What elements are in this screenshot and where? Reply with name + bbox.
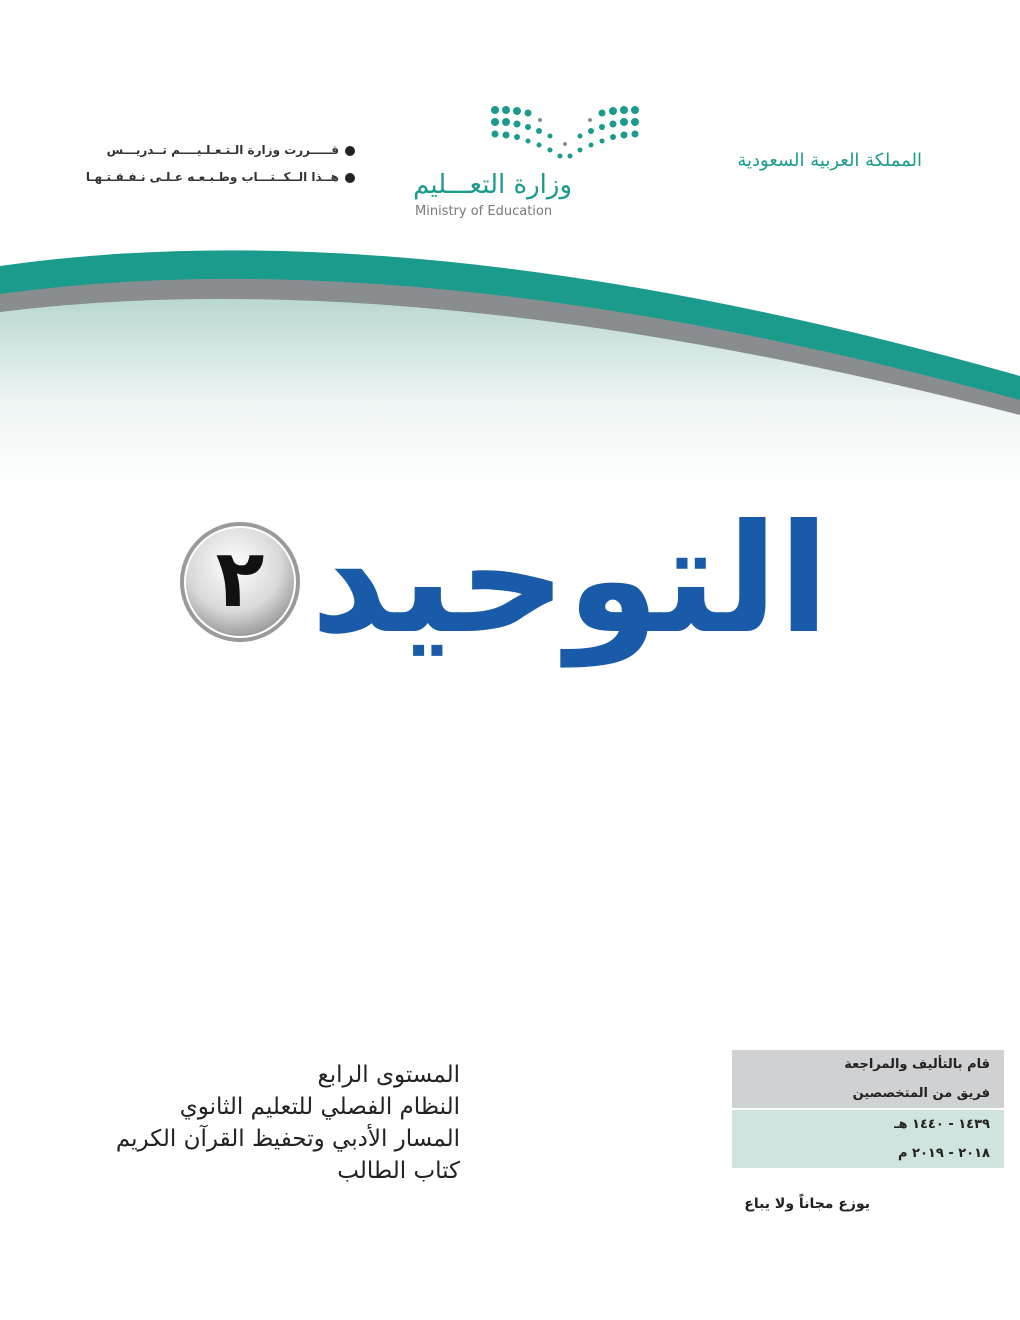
bullet-dot-icon — [345, 173, 355, 183]
system-label: النظام الفصلي للتعليم الثانوي — [179, 1094, 460, 1120]
authors-box — [732, 1050, 1004, 1168]
book-title: التوحيد — [310, 493, 830, 667]
bullet-dot-icon — [345, 146, 355, 156]
volume-number: ٢ — [215, 532, 265, 625]
header-wave-band — [0, 230, 1020, 490]
book-type-label: كتاب الطالب — [337, 1158, 460, 1184]
distribution-note: يوزع مجاناً ولا يباع — [744, 1196, 870, 1212]
kingdom-name: المملكة العربية السعودية — [737, 150, 922, 171]
ministry-name-english: Ministry of Education — [415, 204, 553, 219]
authors-line1: قام بالتأليف والمراجعة — [732, 1050, 1004, 1079]
authors-line2: فريق من المتخصصين — [732, 1079, 1004, 1108]
hijri-year: ١٤٣٩ - ١٤٤٠ هـ — [732, 1110, 1004, 1139]
approval-note-line2: هــذا الــكــتـــاب وطـبـعـه عـلـى نـفـقـتـهـا — [86, 170, 355, 184]
track-label: المسار الأدبي وتحفيظ القرآن الكريم — [115, 1126, 460, 1152]
level-label: المستوى الرابع — [317, 1062, 460, 1088]
gregorian-year: ٢٠١٨ - ٢٠١٩ م — [732, 1139, 1004, 1168]
approval-note-line1: قـــــررت وزارة الـتـعـلـيــــم تــدريـــس — [107, 143, 355, 157]
ministry-name-arabic: وزارة التعـــليم — [413, 170, 572, 200]
